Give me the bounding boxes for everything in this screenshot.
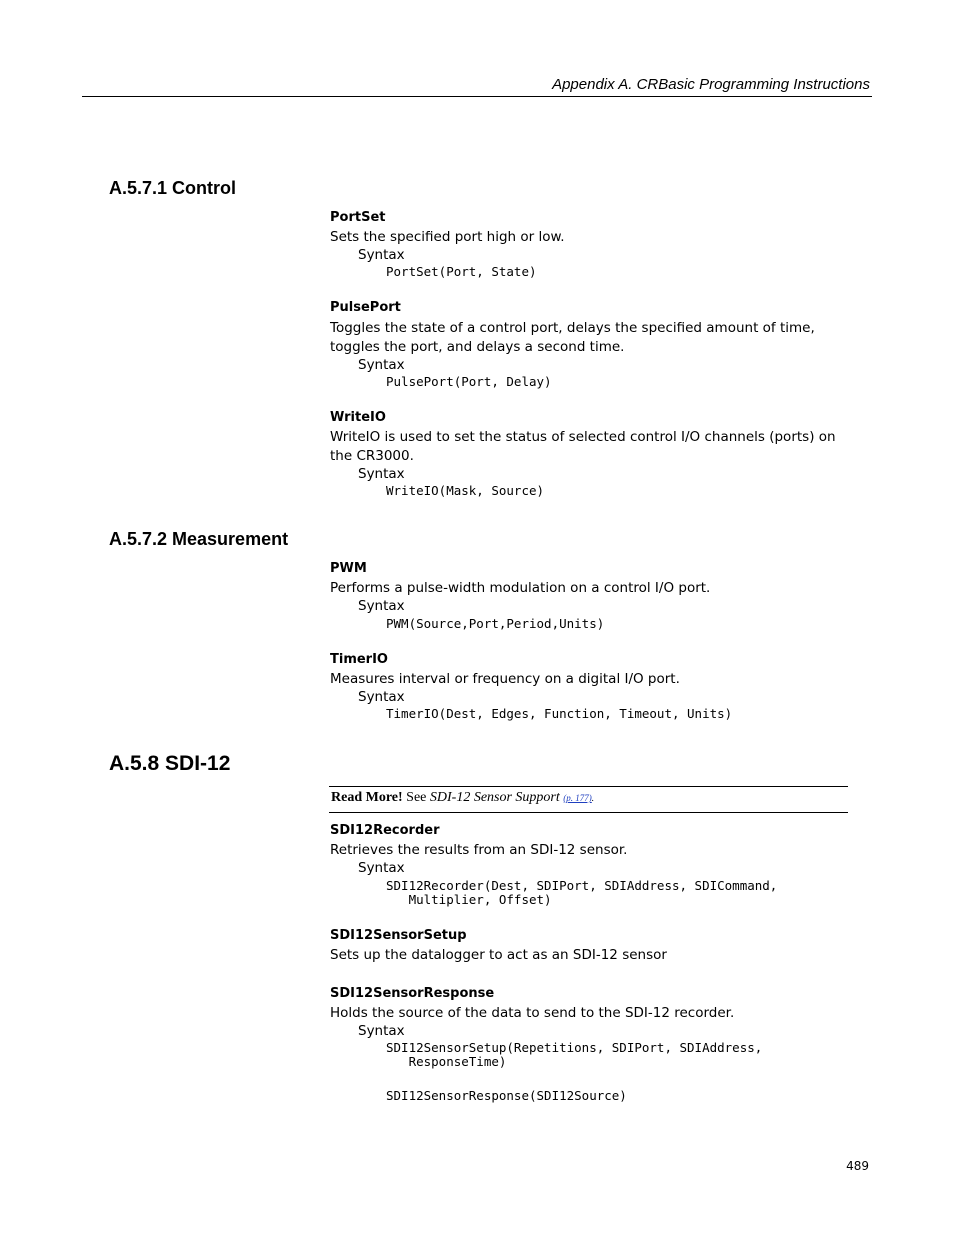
syntax-label: Syntax xyxy=(358,247,405,263)
instruction-name-pulseport: PulsePort xyxy=(330,300,401,315)
instruction-desc-sdi12sensorresponse: Holds the source of the data to send to the SDI-12 recorder. xyxy=(330,1005,735,1021)
running-header: Appendix A. CRBasic Programming Instructions xyxy=(552,76,870,93)
read-more-see: See xyxy=(402,790,430,805)
instruction-name-sdi12recorder: SDI12Recorder xyxy=(330,823,440,838)
syntax-code-sdi12sensorsetup: SDI12SensorSetup(Repetitions, SDIPort, SDIAddress, ResponseTime) xyxy=(386,1040,763,1069)
section-heading-control: A.5.7.1 Control xyxy=(109,178,237,198)
syntax-code-portset: PortSet(Port, State) xyxy=(386,264,537,279)
syntax-label: Syntax xyxy=(358,860,405,876)
instruction-desc-writeio: WriteIO is used to set the status of selected control I/O channels (ports) on the CR3000. xyxy=(330,429,836,464)
syntax-code-writeio: WriteIO(Mask, Source) xyxy=(386,483,545,498)
read-more-bottom-rule xyxy=(329,812,848,813)
instruction-name-timerio: TimerIO xyxy=(330,652,388,667)
instruction-desc-sdi12sensorsetup: Sets up the datalogger to act as an SDI-12 sensor xyxy=(330,947,667,963)
instruction-name-writeio: WriteIO xyxy=(330,410,386,425)
instruction-name-portset: PortSet xyxy=(330,210,386,225)
read-more-label: Read More! xyxy=(331,790,403,805)
section-heading-measurement: A.5.7.2 Measurement xyxy=(109,529,289,549)
syntax-label: Syntax xyxy=(358,689,405,705)
syntax-code-pulseport: PulsePort(Port, Delay) xyxy=(386,374,552,389)
syntax-label: Syntax xyxy=(358,357,405,373)
instruction-desc-portset: Sets the specified port high or low. xyxy=(330,229,565,245)
header-rule xyxy=(82,96,872,97)
syntax-code-timerio: TimerIO(Dest, Edges, Function, Timeout, Units) xyxy=(386,706,733,721)
read-more-title: SDI-12 Sensor Support xyxy=(429,790,560,805)
syntax-label: Syntax xyxy=(358,1023,405,1039)
syntax-code-sdi12recorder: SDI12Recorder(Dest, SDIPort, SDIAddress, SDICommand, Multiplier, Offset) xyxy=(386,878,778,907)
instruction-desc-sdi12recorder: Retrieves the results from an SDI-12 sensor. xyxy=(330,842,628,858)
instruction-name-sdi12sensorsetup: SDI12SensorSetup xyxy=(330,928,467,943)
syntax-label: Syntax xyxy=(358,466,405,482)
instruction-name-sdi12sensorresponse: SDI12SensorResponse xyxy=(330,986,495,1001)
instruction-desc-pwm: Performs a pulse-width modulation on a control I/O port. xyxy=(330,580,711,596)
instruction-desc-pulseport: Toggles the state of a control port, delays the specified amount of time, toggles the port, and delays a second time. xyxy=(330,320,815,355)
page-number: 489 xyxy=(846,1159,869,1173)
section-heading-sdi12: A.5.8 SDI-12 xyxy=(109,752,231,775)
instruction-name-pwm: PWM xyxy=(330,561,367,576)
read-more-page-link[interactable]: (p. 177) xyxy=(563,793,592,803)
syntax-label: Syntax xyxy=(358,598,405,614)
syntax-code-pwm: PWM(Source,Port,Period,Units) xyxy=(386,616,605,631)
read-more-top-rule xyxy=(329,786,848,787)
syntax-code-sdi12sensorresponse: SDI12SensorResponse(SDI12Source) xyxy=(386,1088,627,1103)
read-more-box xyxy=(331,790,594,806)
read-more-end: . xyxy=(591,793,595,803)
instruction-desc-timerio: Measures interval or frequency on a digital I/O port. xyxy=(330,671,680,687)
